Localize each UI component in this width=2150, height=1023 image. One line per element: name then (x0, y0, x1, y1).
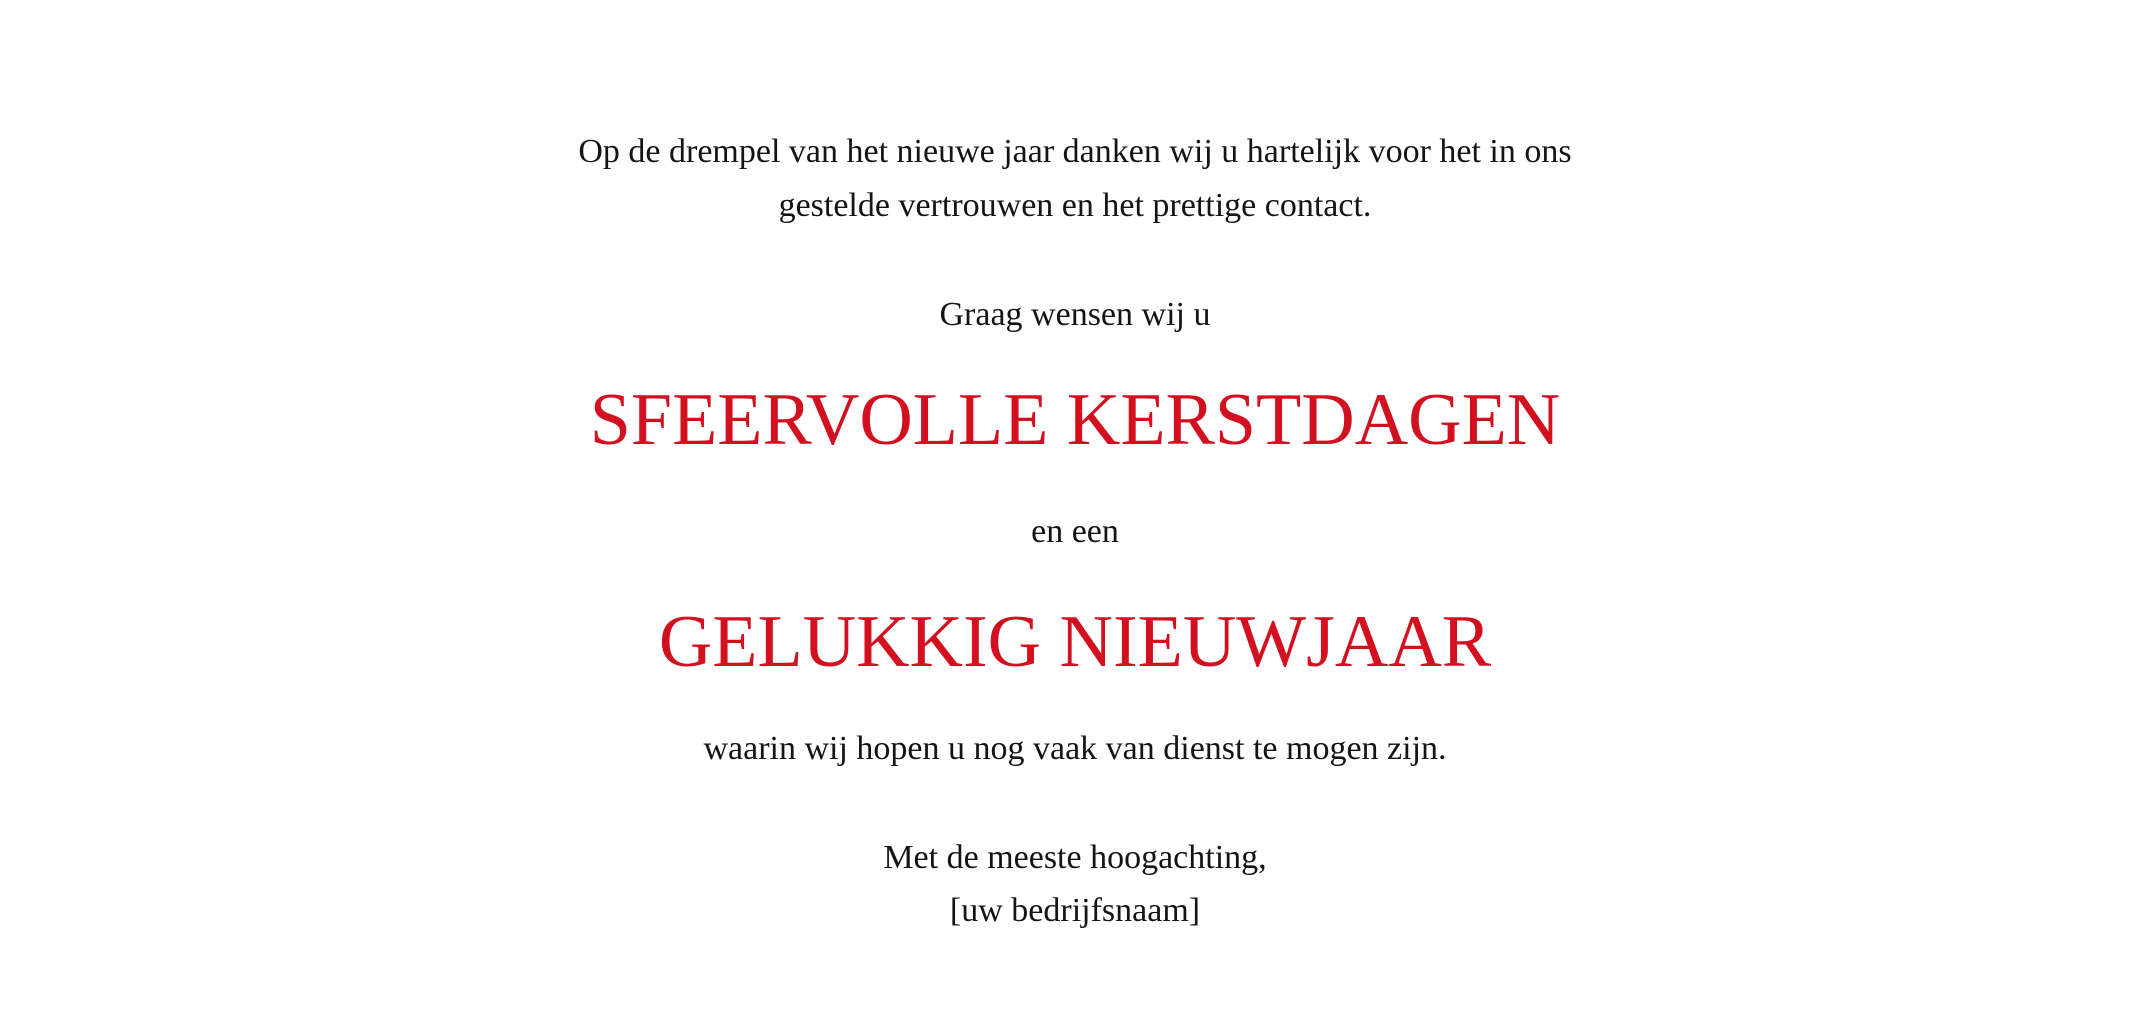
sign-off-text: Met de meeste hoogachting, (883, 839, 1267, 876)
connector-text: en een (1031, 513, 1119, 550)
christmas-greeting-heading: SFEERVOLLE KERSTDAGEN (589, 379, 1561, 461)
wish-intro-text: Graag wensen wij u (939, 296, 1211, 333)
intro-text-line-1: Op de drempel van het nieuwe jaar danken wij u hartelijk voor het in ons (578, 133, 1572, 170)
new-year-greeting-heading: GELUKKIG NIEUWJAAR (658, 601, 1492, 683)
intro-text-line-2: gestelde vertrouwen en het prettige contact. (778, 187, 1372, 224)
company-name-placeholder: [uw bedrijfsnaam] (949, 892, 1201, 929)
closing-wish-text: waarin wij hopen u nog vaak van dienst te mogen zijn. (703, 730, 1447, 767)
